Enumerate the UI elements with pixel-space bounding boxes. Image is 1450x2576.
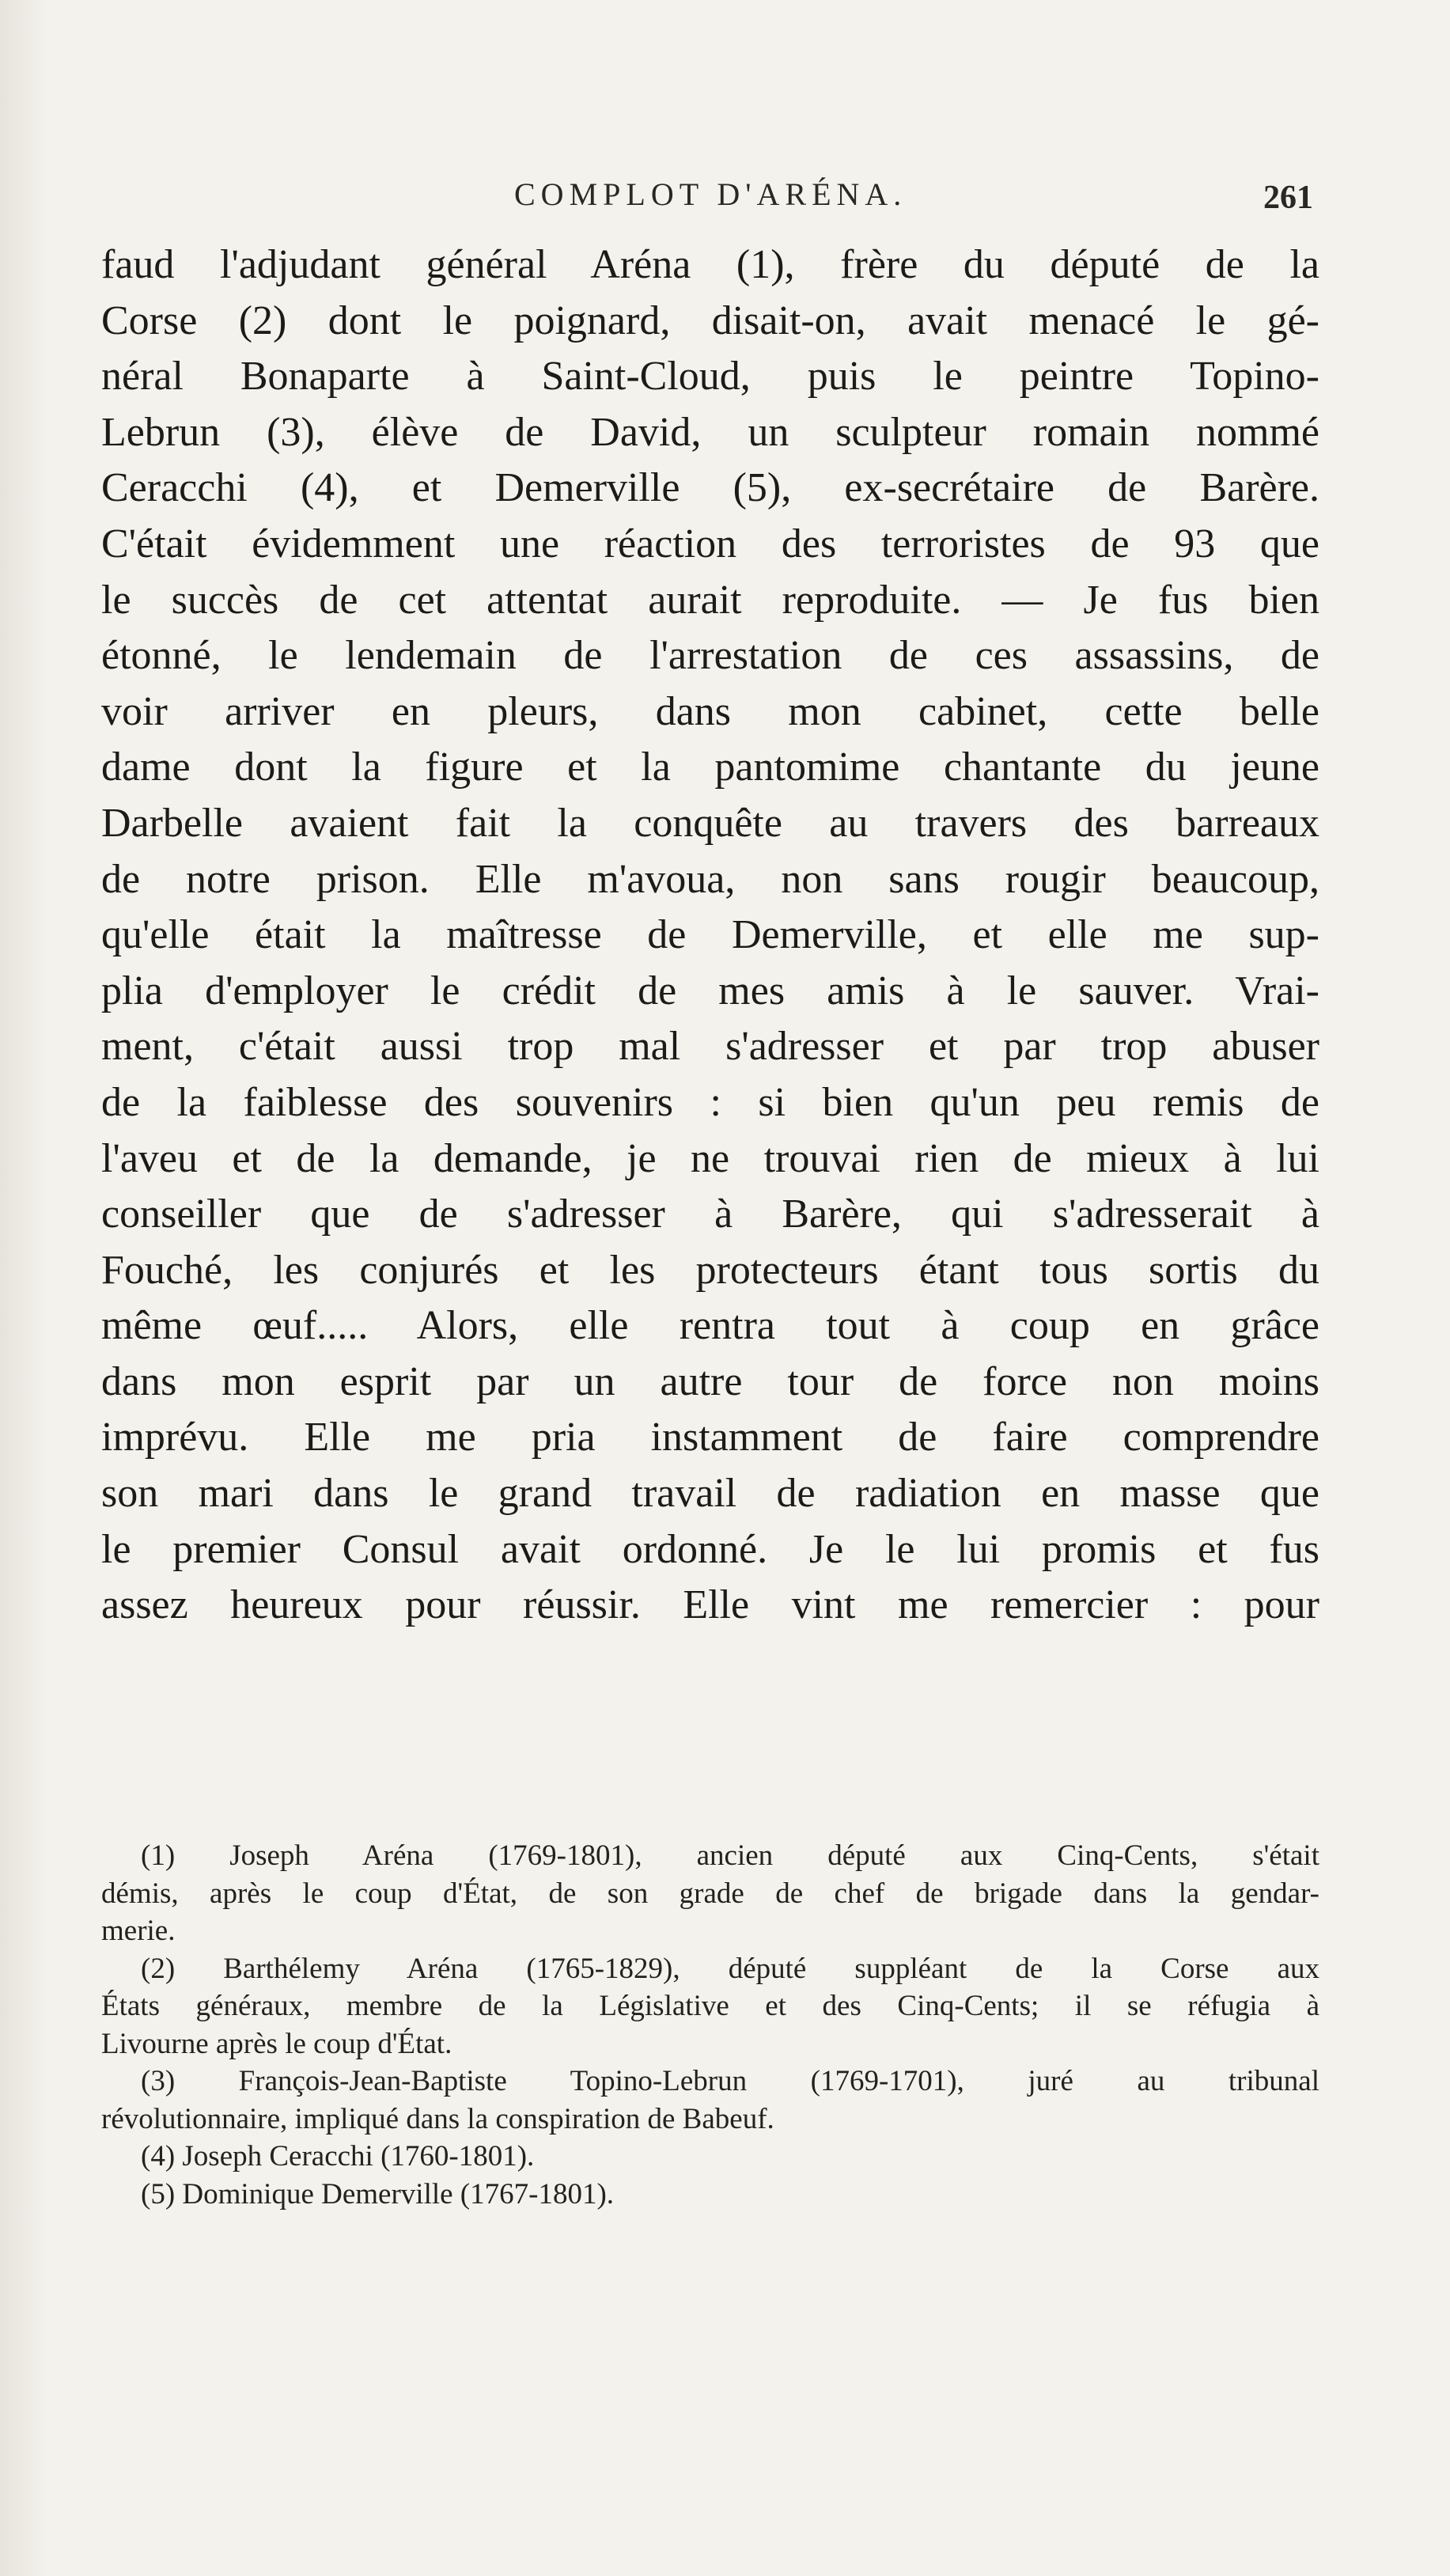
body-line: étonné, le lendemain de l'arrestation de ces assassins, de (101, 633, 1319, 679)
body-line: son mari dans le grand travail de radiation en masse que (101, 1471, 1319, 1517)
body-line: imprévu. Elle me pria instamment de faire comprendre (101, 1415, 1319, 1460)
running-title: COMPLOT D'ARÉNA. (514, 176, 907, 212)
page-gutter-shadow (0, 0, 47, 2576)
body-line: conseiller que de s'adresser à Barère, qui s'adresserait à (101, 1191, 1319, 1237)
footnote-line: merie. (101, 1915, 176, 1947)
footnote-line: (1) Joseph Aréna (1769-1801), ancien député aux Cinq-Cents, s'était (141, 1839, 1319, 1872)
footnote-line: (2) Barthélemy Aréna (1765-1829), député suppléant de la Corse aux (141, 1952, 1319, 1985)
body-line: assez heureux pour réussir. Elle vint me remercier : pour (101, 1582, 1319, 1628)
footnotes (101, 1837, 1319, 2213)
body-line: C'était évidemment une réaction des terroristes de 93 que (101, 521, 1319, 566)
body-line: Fouché, les conjurés et les protecteurs étant tous sortis du (101, 1247, 1319, 1293)
footnote-line: Livourne après le coup d'État. (101, 2027, 452, 2060)
body-line: faud l'adjudant général Aréna (1), frère du député de la (101, 242, 1319, 287)
body-line: voir arriver en pleurs, dans mon cabinet, cette belle (101, 688, 1319, 734)
body-line: plia d'employer le crédit de mes amis à le sauver. Vrai- (101, 968, 1319, 1013)
body-line: l'aveu et de la demande, je ne trouvai rien de mieux à lui (101, 1135, 1319, 1181)
body-line: le succès de cet attentat aurait reproduite. — Je fus bien (101, 577, 1319, 623)
body-text (101, 237, 1319, 1634)
body-line: dans mon esprit par un autre tour de force non moins (101, 1358, 1319, 1404)
body-line: ment, c'était aussi trop mal s'adresser et par trop abuser (101, 1024, 1319, 1070)
body-line: Lebrun (3), élève de David, un sculpteur romain nommé (101, 409, 1319, 455)
footnote-line: révolutionnaire, impliqué dans la conspiration de Babeuf. (101, 2102, 774, 2135)
page-number: 261 (1263, 180, 1313, 216)
footnote-line: (3) François-Jean-Baptiste Topino-Lebrun (1769-1701), juré au tribunal (141, 2065, 1319, 2097)
body-line: dame dont la figure et la pantomime chantante du jeune (101, 744, 1319, 790)
body-line: Ceracchi (4), et Demerville (5), ex-secrétaire de Barère. (101, 465, 1319, 511)
footnote-line: États généraux, membre de la Législative et des Cinq-Cents; il se réfugia à (101, 1990, 1319, 2022)
body-line: Corse (2) dont le poignard, disait-on, avait menacé le gé- (101, 297, 1319, 343)
body-line: le premier Consul avait ordonné. Je le lui promis et fus (101, 1526, 1319, 1572)
body-line: de notre prison. Elle m'avoua, non sans rougir beaucoup, (101, 856, 1319, 902)
body-line: Darbelle avaient fait la conquête au travers des barreaux (101, 800, 1319, 846)
body-line: néral Bonaparte à Saint-Cloud, puis le peintre Topino- (101, 354, 1319, 400)
footnote-line: démis, après le coup d'État, de son grade de chef de brigade dans la gendar- (101, 1877, 1319, 1910)
footnote-line: (5) Dominique Demerville (1767-1801). (141, 2177, 615, 2210)
body-line: de la faiblesse des souvenirs : si bien qu'un peu remis de (101, 1079, 1319, 1125)
body-line: qu'elle était la maîtresse de Demerville, et elle me sup- (101, 912, 1319, 958)
page-header (103, 176, 1313, 231)
body-line: même œuf..... Alors, elle rentra tout à coup en grâce (101, 1303, 1319, 1349)
footnote-line: (4) Joseph Ceracchi (1760-1801). (141, 2140, 535, 2173)
